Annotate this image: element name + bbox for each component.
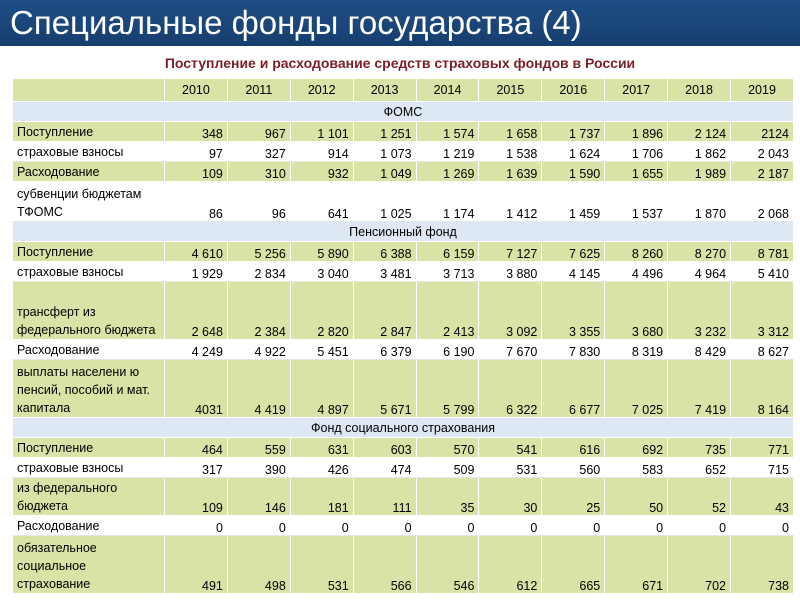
value-cell: 583 [605, 458, 668, 478]
year-header: 2012 [290, 79, 353, 102]
value-cell: 50 [605, 478, 668, 516]
value-cell: 612 [479, 536, 542, 594]
value-cell: 1 251 [353, 122, 416, 142]
value-cell: 531 [290, 536, 353, 594]
value-cell: 6 388 [353, 242, 416, 262]
value-cell: 7 625 [542, 242, 605, 262]
value-cell: 4 249 [165, 340, 228, 360]
value-cell: 0 [165, 516, 228, 536]
value-cell: 390 [227, 458, 290, 478]
value-cell: 8 164 [731, 360, 794, 418]
year-header: 2014 [416, 79, 479, 102]
value-cell: 5 890 [290, 242, 353, 262]
value-cell: 96 [227, 182, 290, 222]
value-cell: 111 [353, 478, 416, 516]
value-cell: 1 862 [668, 142, 731, 162]
value-cell: 692 [605, 438, 668, 458]
value-cell: 771 [731, 438, 794, 458]
value-cell: 0 [542, 516, 605, 536]
value-cell: 616 [542, 438, 605, 458]
value-cell: 1 870 [668, 182, 731, 222]
value-cell: 3 680 [605, 282, 668, 340]
year-header: 2018 [668, 79, 731, 102]
value-cell: 7 670 [479, 340, 542, 360]
value-cell: 8 429 [668, 340, 731, 360]
value-cell: 2 187 [731, 162, 794, 182]
value-cell: 4 610 [165, 242, 228, 262]
year-header: 2019 [731, 79, 794, 102]
row-label: Поступление [13, 438, 165, 458]
value-cell: 6 677 [542, 360, 605, 418]
value-cell: 426 [290, 458, 353, 478]
value-cell: 7 830 [542, 340, 605, 360]
table-row [13, 122, 794, 142]
year-header: 2011 [227, 79, 290, 102]
value-cell: 8 270 [668, 242, 731, 262]
value-cell: 1 896 [605, 122, 668, 142]
value-cell: 3 092 [479, 282, 542, 340]
value-cell: 2 413 [416, 282, 479, 340]
value-cell: 109 [165, 478, 228, 516]
value-cell: 498 [227, 536, 290, 594]
value-cell: 0 [605, 516, 668, 536]
table-row [13, 458, 794, 478]
value-cell: 1 658 [479, 122, 542, 142]
value-cell: 464 [165, 438, 228, 458]
value-cell: 2124 [731, 122, 794, 142]
title-bar [0, 0, 800, 46]
value-cell: 5 410 [731, 262, 794, 282]
value-cell: 7 025 [605, 360, 668, 418]
section-header-row [13, 222, 794, 242]
value-cell: 546 [416, 536, 479, 594]
value-cell: 1 655 [605, 162, 668, 182]
value-cell: 3 355 [542, 282, 605, 340]
value-cell: 2 834 [227, 262, 290, 282]
value-cell: 1 574 [416, 122, 479, 142]
value-cell: 671 [605, 536, 668, 594]
year-header: 2016 [542, 79, 605, 102]
value-cell: 5 451 [290, 340, 353, 360]
value-cell: 0 [353, 516, 416, 536]
value-cell: 5 256 [227, 242, 290, 262]
value-cell: 2 820 [290, 282, 353, 340]
value-cell: 8 781 [731, 242, 794, 262]
value-cell: 641 [290, 182, 353, 222]
value-cell: 0 [290, 516, 353, 536]
value-cell: 1 624 [542, 142, 605, 162]
row-label: Поступление [13, 242, 165, 262]
value-cell: 1 049 [353, 162, 416, 182]
value-cell: 8 319 [605, 340, 668, 360]
value-cell: 43 [731, 478, 794, 516]
value-cell: 603 [353, 438, 416, 458]
value-cell: 4 922 [227, 340, 290, 360]
value-cell: 1 073 [353, 142, 416, 162]
section-header-row [13, 418, 794, 438]
value-cell: 0 [479, 516, 542, 536]
value-cell: 35 [416, 478, 479, 516]
value-cell: 1 174 [416, 182, 479, 222]
value-cell: 531 [479, 458, 542, 478]
year-header: 2013 [353, 79, 416, 102]
value-cell: 4 145 [542, 262, 605, 282]
value-cell: 4 419 [227, 360, 290, 418]
value-cell: 1 929 [165, 262, 228, 282]
value-cell: 6 159 [416, 242, 479, 262]
value-cell: 735 [668, 438, 731, 458]
corner-cell [13, 79, 165, 102]
value-cell: 4031 [165, 360, 228, 418]
value-cell: 3 713 [416, 262, 479, 282]
value-cell: 1 590 [542, 162, 605, 182]
value-cell: 0 [731, 516, 794, 536]
value-cell: 541 [479, 438, 542, 458]
value-cell: 566 [353, 536, 416, 594]
value-cell: 6 322 [479, 360, 542, 418]
table-row [13, 162, 794, 182]
table-row [13, 536, 794, 594]
value-cell: 1 538 [479, 142, 542, 162]
row-label: Расходование [13, 340, 165, 360]
value-cell: 181 [290, 478, 353, 516]
value-cell: 30 [479, 478, 542, 516]
table-row [13, 282, 794, 340]
value-cell: 310 [227, 162, 290, 182]
table-row [13, 142, 794, 162]
value-cell: 559 [227, 438, 290, 458]
value-cell: 97 [165, 142, 228, 162]
value-cell: 2 068 [731, 182, 794, 222]
value-cell: 914 [290, 142, 353, 162]
row-label: обязательное социальное страхование [13, 536, 165, 594]
value-cell: 3 232 [668, 282, 731, 340]
value-cell: 1 219 [416, 142, 479, 162]
table-row [13, 478, 794, 516]
value-cell: 109 [165, 162, 228, 182]
row-label: из федерального бюджета [13, 478, 165, 516]
value-cell: 6 379 [353, 340, 416, 360]
value-cell: 8 627 [731, 340, 794, 360]
value-cell: 491 [165, 536, 228, 594]
value-cell: 570 [416, 438, 479, 458]
row-label: выплаты населени ю пенсий, пособий и мат. капитала [13, 360, 165, 418]
value-cell: 1 989 [668, 162, 731, 182]
value-cell: 3 880 [479, 262, 542, 282]
value-cell: 348 [165, 122, 228, 142]
value-cell: 86 [165, 182, 228, 222]
value-cell: 702 [668, 536, 731, 594]
value-cell: 1 737 [542, 122, 605, 142]
value-cell: 317 [165, 458, 228, 478]
section-title: Пенсионный фонд [13, 222, 794, 242]
value-cell: 4 964 [668, 262, 731, 282]
value-cell: 1 269 [416, 162, 479, 182]
page-title: Специальные фонды государства (4) [10, 4, 582, 41]
value-cell: 5 799 [416, 360, 479, 418]
value-cell: 2 043 [731, 142, 794, 162]
value-cell: 4 496 [605, 262, 668, 282]
row-label: Поступление [13, 122, 165, 142]
value-cell: 1 101 [290, 122, 353, 142]
value-cell: 327 [227, 142, 290, 162]
table-row [13, 262, 794, 282]
value-cell: 1 639 [479, 162, 542, 182]
value-cell: 3 481 [353, 262, 416, 282]
year-header: 2015 [479, 79, 542, 102]
value-cell: 5 671 [353, 360, 416, 418]
value-cell: 2 124 [668, 122, 731, 142]
value-cell: 652 [668, 458, 731, 478]
value-cell: 0 [416, 516, 479, 536]
value-cell: 631 [290, 438, 353, 458]
value-cell: 3 312 [731, 282, 794, 340]
table-row [13, 242, 794, 262]
value-cell: 738 [731, 536, 794, 594]
table-row [13, 438, 794, 458]
value-cell: 6 190 [416, 340, 479, 360]
row-label: страховые взносы [13, 458, 165, 478]
year-header: 2010 [165, 79, 228, 102]
section-title: Фонд социального страхования [13, 418, 794, 438]
value-cell: 1 412 [479, 182, 542, 222]
year-header-row [13, 79, 794, 102]
value-cell: 4 897 [290, 360, 353, 418]
value-cell: 52 [668, 478, 731, 516]
value-cell: 2 847 [353, 282, 416, 340]
value-cell: 665 [542, 536, 605, 594]
year-header: 2017 [605, 79, 668, 102]
value-cell: 25 [542, 478, 605, 516]
value-cell: 0 [668, 516, 731, 536]
value-cell: 560 [542, 458, 605, 478]
value-cell: 967 [227, 122, 290, 142]
value-cell: 474 [353, 458, 416, 478]
value-cell: 7 127 [479, 242, 542, 262]
section-header-row [13, 102, 794, 122]
insurance-funds-table [12, 78, 794, 594]
value-cell: 1 537 [605, 182, 668, 222]
value-cell: 1 706 [605, 142, 668, 162]
value-cell: 7 419 [668, 360, 731, 418]
row-label: страховые взносы [13, 262, 165, 282]
value-cell: 1 459 [542, 182, 605, 222]
value-cell: 0 [227, 516, 290, 536]
table-row [13, 516, 794, 536]
value-cell: 3 040 [290, 262, 353, 282]
row-label: Расходование [13, 516, 165, 536]
value-cell: 2 384 [227, 282, 290, 340]
table-row [13, 360, 794, 418]
row-label: страховые взносы [13, 142, 165, 162]
row-label: Расходование [13, 162, 165, 182]
table-subtitle: Поступление и расходование средств страховых фондов в России [164, 55, 636, 71]
value-cell: 2 648 [165, 282, 228, 340]
value-cell: 1 025 [353, 182, 416, 222]
value-cell: 146 [227, 478, 290, 516]
row-label: трансферт из федерального бюджета [13, 282, 165, 340]
value-cell: 8 260 [605, 242, 668, 262]
row-label: субвенции бюджетам ТФОМС [13, 182, 165, 222]
value-cell: 509 [416, 458, 479, 478]
table-row [13, 340, 794, 360]
value-cell: 715 [731, 458, 794, 478]
section-title: ФОМС [13, 102, 794, 122]
table-row [13, 182, 794, 222]
value-cell: 932 [290, 162, 353, 182]
